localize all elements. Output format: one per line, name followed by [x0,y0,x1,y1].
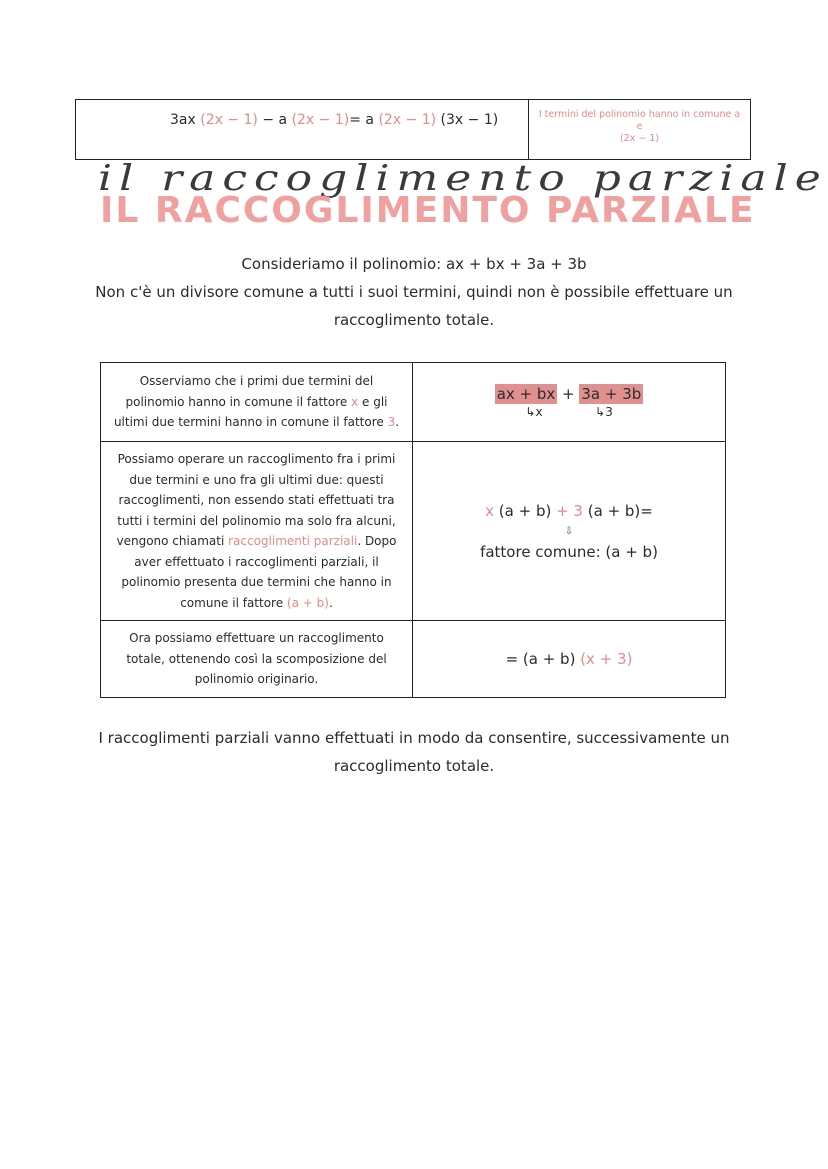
step1-math: ax + bx + 3a + 3b ↳x ↳3 [413,363,726,442]
summary-table [75,99,751,160]
arrow-down-icon: ⇩ [564,525,574,537]
step2-text: Possiamo operare un raccoglimento fra i primi due termini e uno fra gli ultimi due: questi raccoglimenti, non essendo stati effettuati tra tutti i termini del polinomio ma solo fra alcuni, vengono chiamati raccoglimenti parziali. Dopo aver effettuato i raccoglimenti parziali, il polinomio presenta due termini che hanno in comune il fattore (a + b). [101,442,413,621]
step2-math: x (a + b) + 3 (a + b)= ⇩ fattore comune: (a + b) [413,442,726,621]
intro-explanation: Non c'è un divisore comune a tutti i suoi termini, quindi non è possibile effettuare un raccoglimento totale. [95,283,733,329]
table-row [101,621,726,698]
summary-expression: 3ax (2x − 1) − a (2x − 1)= a (2x − 1) (3x − 1) [76,100,529,159]
intro-polynomial: Consideriamo il polinomio: ax + bx + 3a + 3b [241,255,587,273]
step1-text: Osserviamo che i primi due termini del polinomio hanno in comune il fattore x e gli ultimi due termini hanno in comune il fattore 3. [101,363,413,442]
table-row [101,363,726,442]
table-row [101,442,726,621]
title-script: il raccoglimento parziale [98,158,828,199]
step3-math: = (a + b) (x + 3) [413,621,726,698]
step3-text: Ora possiamo effettuare un raccoglimento totale, ottenendo così la scomposizione del polinomio originario. [101,621,413,698]
conclusion: I raccoglimenti parziali vanno effettuati in modo da consentire, successivamente un raccoglimento totale. [98,729,730,775]
summary-note: I termini del polinomio hanno in comune a e (2x − 1) [538,109,741,144]
steps-table [100,362,726,698]
page-title: IL RACCOGLIMENTO PARZIALE [100,190,756,231]
